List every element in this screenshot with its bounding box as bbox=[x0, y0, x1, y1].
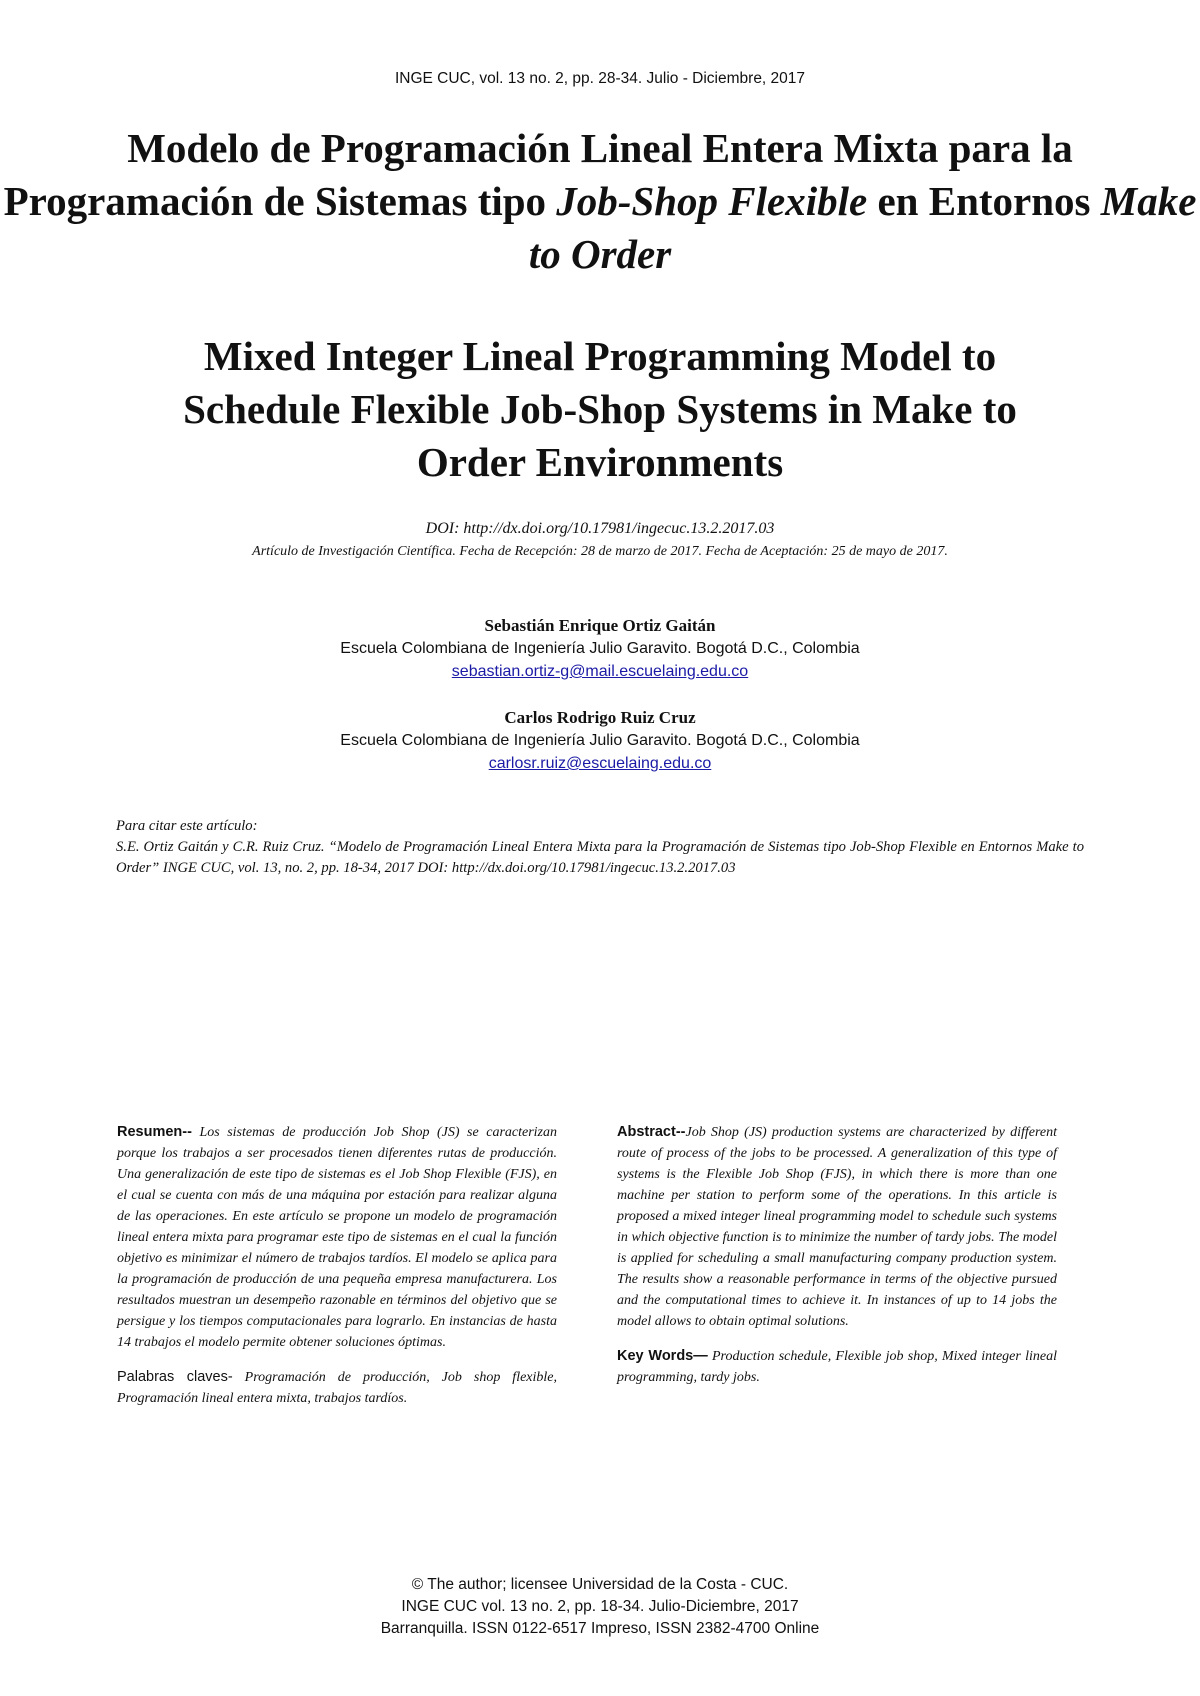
footer-journal: INGE CUC vol. 13 no. 2, pp. 18-34. Julio-Diciembre, 2017 bbox=[401, 1598, 799, 1615]
running-head: INGE CUC, vol. 13 no. 2, pp. 28-34. Julio - Diciembre, 2017 bbox=[394, 70, 806, 87]
spanish-abstract-column bbox=[117, 1122, 557, 1423]
doi: DOI: http://dx.doi.org/10.17981/ingecuc.13.2.2017.03 bbox=[425, 520, 775, 537]
keywords-text: Production schedule, Flexible job shop, Mixed integer lineal programming, tardy jobs. bbox=[617, 1349, 1057, 1385]
author-email-link[interactable]: carlosr.ruiz@escuelaing.edu.co bbox=[488, 755, 712, 772]
citation-text: S.E. Ortiz Gaitán y C.R. Ruiz Cruz. “Modelo de Programación Lineal Entera Mixta para la Programación de Sistemas tipo Job-Shop Flexible en Entornos Make to Order” INGE CUC, vol. 13, no. 2, pp. 18-34, 2017 DOI: http://dx.doi.org/10.17981/ingecuc.13.2.2017.03 bbox=[116, 839, 1084, 876]
title-es-italic2: Make to Order bbox=[528, 178, 1197, 277]
abstract-paragraph bbox=[617, 1122, 1057, 1332]
author-block-1 bbox=[0, 614, 1200, 683]
title-english: Mixed Integer Lineal Programming Model to Schedule Flexible Job-Shop Systems in Make to Order Environments bbox=[183, 333, 1017, 485]
author-affiliation: Escuela Colombiana de Ingeniería Julio Garavito. Bogotá D.C., Colombia bbox=[340, 732, 860, 749]
title-spanish bbox=[0, 122, 1200, 281]
author-name: Carlos Rodrigo Ruiz Cruz bbox=[504, 708, 696, 727]
palabras-text: Programación de producción, Job shop flexible, Programación lineal entera mixta, trabajos tardíos. bbox=[117, 1370, 558, 1406]
footer-issn: Barranquilla. ISSN 0122-6517 Impreso, ISSN 2382-4700 Online bbox=[380, 1620, 820, 1637]
palabras-label: Palabras claves- bbox=[117, 1369, 233, 1385]
keywords-label: Key Words— bbox=[617, 1348, 708, 1364]
resumen-text: Los sistemas de producción Job Shop (JS) se caracterizan porque los trabajos a ser procesados tienen diferentes rutas de producción. Una generalización de este tipo de sistemas es el Job Shop Flexible (FJS), en el cual se cuenta con más de una máquina por estación para realizar alguna de las operaciones. En este artículo se propone un modelo de programación lineal entera mixta para programar este tipo de sistemas en el cual la función objetivo es minimizar el número de trabajos tardíos. El modelo se aplica para la programación de producción de una pequeña empresa manufacturera. Los resultados muestran un desempeño razonable en términos del objetivo que se persigue y los tiempos computacionales para lograrlo. En instancias de hasta 14 trabajos el modelo permite obtener soluciones óptimas. bbox=[117, 1125, 557, 1350]
footer-license: © The author; licensee Universidad de la Costa - CUC. bbox=[411, 1576, 789, 1593]
citation-block bbox=[116, 816, 1084, 879]
author-email-link[interactable]: sebastian.ortiz-g@mail.escuelaing.edu.co bbox=[451, 663, 749, 680]
author-affiliation: Escuela Colombiana de Ingeniería Julio Garavito. Bogotá D.C., Colombia bbox=[340, 640, 860, 657]
title-es-part1: Modelo de Programación Lineal Entera Mixta para la Programación de Sistemas tipo bbox=[3, 125, 1073, 224]
keywords-paragraph bbox=[617, 1346, 1057, 1388]
page-footer bbox=[0, 1574, 1200, 1640]
abstract-text: Job Shop (JS) production systems are characterized by different route of process of the jobs to be processed. A generalization of this type of systems is the Flexible Job Shop (FJS), in which there is more than one machine per station to perform some of the operations. In this article is proposed a mixed integer lineal programming model to schedule such systems in which objective function is to minimize the number of tardy jobs. The model is applied for scheduling a small manufacturing company production system. The results show a reasonable performance in terms of the objective pursued and the computational times to achieve it. In instances of up to 14 jobs the model allows to obtain optimal solutions. bbox=[617, 1125, 1057, 1329]
abstract-label: Abstract-- bbox=[617, 1124, 686, 1140]
title-es-part2: en Entornos bbox=[867, 178, 1101, 224]
english-abstract-column bbox=[617, 1122, 1057, 1402]
title-es-italic1: Job-Shop Flexible bbox=[556, 178, 868, 224]
resumen-paragraph bbox=[117, 1122, 557, 1353]
author-block-2 bbox=[0, 706, 1200, 775]
resumen-label: Resumen-- bbox=[117, 1124, 192, 1140]
author-name: Sebastián Enrique Ortiz Gaitán bbox=[484, 616, 716, 635]
palabras-claves-paragraph bbox=[117, 1367, 557, 1409]
article-info: Artículo de Investigación Científica. Fecha de Recepción: 28 de marzo de 2017. Fecha de Aceptación: 25 de mayo de 2017. bbox=[252, 544, 948, 559]
citation-heading: Para citar este artículo: bbox=[116, 818, 258, 834]
